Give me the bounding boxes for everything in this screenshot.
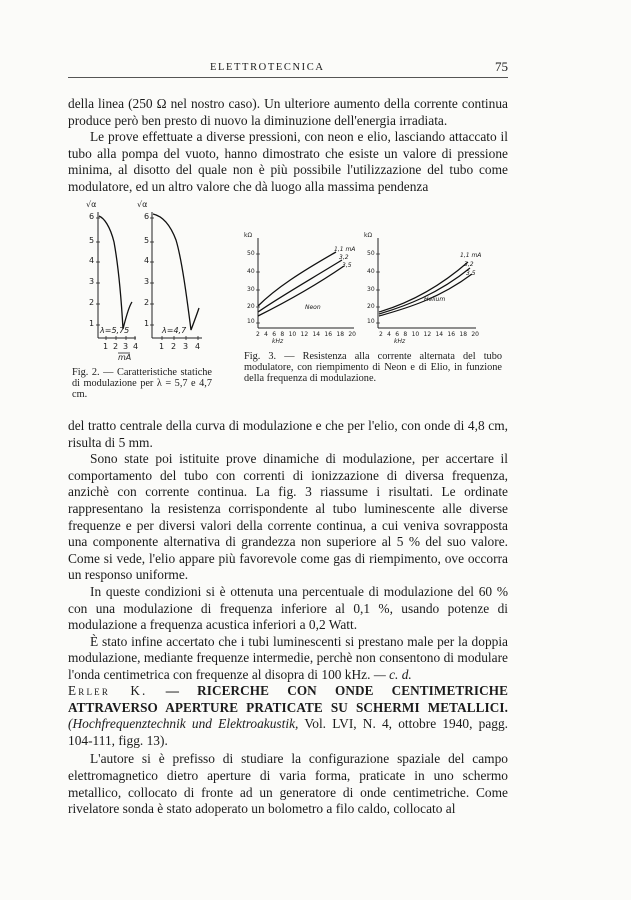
fig2-left-y-tick: 4 (89, 256, 95, 265)
fig3-neon-x-tick: 12 (300, 331, 309, 338)
fig3-helium-y-tick: 40 (367, 268, 375, 275)
fig3-helium-gas-label: Helium (424, 296, 446, 303)
fig2-left-x-tick: 1 (103, 342, 109, 351)
fig3-neon-series-label: 3,2 (339, 254, 349, 261)
fig2-right-y-tick: 4 (144, 256, 150, 265)
running-title: ELETTROTECNICA (210, 62, 325, 73)
section-title: — RICERCHE CON ONDE CENTIMETRICHE ATTRAVERSO APERTURE PRATICATE SU SCHERMI METALLICI. (68, 683, 508, 715)
fig2-right-lambda-label: λ=4,7 (162, 326, 187, 335)
paragraph-6-text: È stato infine accertato che i tubi luminescenti si prestano male per la doppia modulazione, mediante frequenze intermedie, perchè non consentono di modulare l'onda centimetrica con frequenze al disopra di 100 kHz. (68, 633, 508, 682)
fig2-right-y-tick: 3 (144, 277, 150, 286)
fig3-helium-series-label: 3,2 (464, 261, 474, 268)
fig2-right-x-tick: 4 (195, 342, 201, 351)
fig3-helium-series-label: 3,5 (466, 270, 476, 277)
section-author: Erler K. (68, 683, 148, 698)
fig2-left-y-tick: 3 (89, 277, 95, 286)
fig3-neon-y-tick: 50 (247, 250, 255, 257)
paragraph-6-signature: — c. d. (373, 666, 412, 682)
fig3-neon-x-tick: 14 (312, 331, 321, 338)
fig3-neon-x-ticks (256, 331, 356, 338)
paragraph-1: della linea (250 Ω nel nostro caso). Un ulteriore aumento della corrente continua produce però ben presto di nuovo la diminuzione dell'energia irradiata. (68, 96, 508, 128)
middle-text (68, 418, 508, 684)
fig3-helium-series-label: 1,1 mA (460, 252, 482, 259)
fig2-right-x-tick: 1 (159, 342, 165, 351)
fig3-neon-x-tick: 18 (336, 331, 345, 338)
fig2-left-y-tick: 6 (89, 212, 95, 221)
fig3-helium-x-unit: kHz (394, 338, 406, 345)
fig2-left-y-axis-label: √α (86, 200, 97, 209)
fig2-left-x-tick: 3 (123, 342, 129, 351)
fig3-neon-x-unit: kHz (272, 338, 284, 345)
paragraph-7: L'autore si è prefisso di studiare la configurazione spaziale del campo elettromagnetico dietro aperture di varia forma, praticate in uno schermo metallico, collocato di fronte ad un generatore di onde centimetriche. Come rivelatore sonda è stato adoperato un bolometro a filo caldo, collocato al (68, 751, 508, 817)
fig2-right-x-tick: 2 (171, 342, 177, 351)
paragraph-5: In queste condizioni si è ottenuta una percentuale di modulazione del 60 % con una modulazione di frequenza inferiore al 0,1 %, usando potenze di modulazione a frequenza acustica inferiori a 0,2 Watt. (68, 583, 508, 633)
fig3-helium-x-tick: 4 (387, 331, 391, 338)
fig3-neon-y-tick: 30 (247, 286, 255, 293)
section-journal: (Hochfrequenztechnik und Elektroakustik, (68, 716, 299, 732)
section-heading (68, 683, 508, 749)
fig2-right-y-tick: 6 (144, 212, 150, 221)
fig3-helium-x-tick: 10 (411, 331, 420, 338)
fig2-right-y-tick: 2 (144, 298, 150, 307)
fig2-x-unit-label: mA (118, 353, 132, 362)
fig3-helium-y-tick: 30 (367, 286, 375, 293)
fig3-neon-x-tick: 16 (324, 331, 333, 338)
fig2-right-y-tick: 1 (144, 319, 150, 328)
fig3-neon-y-tick: 20 (247, 303, 255, 310)
fig3-neon-y-unit: kΩ (244, 232, 253, 239)
fig3-neon-y-tick: 40 (247, 268, 255, 275)
fig3-neon-x-tick: 6 (272, 331, 277, 338)
fig2-right-y-tick: 5 (144, 236, 150, 245)
fig3-neon-y-tick: 10 (247, 318, 255, 325)
fig3-neon-gas-label: Neon (305, 304, 321, 311)
fig3-helium-x-tick: 20 (471, 331, 479, 338)
fig3-neon-x-tick: 2 (256, 331, 260, 338)
header-rule (68, 77, 508, 78)
figure-3-caption: Fig. 3. — Resistenza alla corrente alternata del tubo modulatore, con riempimento di Neon e di Elio, in funzione della frequenza di modulazione. (244, 351, 502, 384)
section-citation: Vol. LVI, N. 4, ottobre 1940, pagg. 104-111, figg. 13). (68, 716, 508, 748)
fig3-helium-y-tick: 20 (367, 303, 375, 310)
fig3-neon-x-tick: 10 (288, 331, 297, 338)
fig3-neon-series-label: 1,1 mA (334, 246, 356, 253)
fig3-helium-y-tick: 10 (367, 318, 375, 325)
fig3-helium-x-tick: 16 (447, 331, 456, 338)
fig3-helium-x-tick: 18 (459, 331, 468, 338)
fig2-left-y-tick: 1 (89, 319, 95, 328)
figure-2-caption: Fig. 2. — Caratteristiche statiche di modulazione per λ = 5,7 e 4,7 cm. (72, 367, 212, 400)
fig3-helium-x-tick: 8 (403, 331, 408, 338)
paragraph-6 (68, 634, 508, 684)
fig3-helium-x-tick: 14 (435, 331, 444, 338)
fig2-left-lambda-label: λ=5,75 (100, 326, 130, 335)
fig2-left-x-tick: 2 (113, 342, 119, 351)
fig2-right-x-tick: 3 (183, 342, 189, 351)
fig3-helium-y-unit: kΩ (364, 232, 373, 239)
paragraph-3: del tratto centrale della curva di modulazione e che per l'elio, con onde di 4,8 cm, risulta di 5 mm. (68, 418, 508, 450)
fig2-left-y-tick: 5 (89, 236, 95, 245)
fig2-left-y-tick: 2 (89, 298, 95, 307)
fig3-helium-x-tick: 6 (395, 331, 400, 338)
paragraph-2: Le prove effettuate a diverse pressioni, con neon e elio, lasciando attaccato il tubo alla pompa del vuoto, hanno dimostrato che esiste un valore di pressione minima, al disotto del quale non è più possibile l'utilizzazione del tubo come modulatore, ed un altro valore che dà luogo alla massima pendenza (68, 129, 508, 194)
paragraph-4: Sono state poi istituite prove dinamiche di modulazione, per accertare il comportamento del tubo con correnti di ionizzazione di diversa frequenza, anzichè con corrente continua. La fig. 3 riassume i risultati. Le ordinate rappresentano la resistenza corrispondente al tubo luminescente alle diverse frequenze e per diversi valori della corrente continua, a cui veniva sovrapposta una componente alternativa di grandezza non superiore al 5 % del suo valore. Come si vede, l'elio appare più favorevole come gas di riempimento, ove occorra un responso uniforme. (68, 451, 508, 583)
fig3-neon-x-tick: 8 (280, 331, 285, 338)
fig3-neon-x-tick: 4 (264, 331, 268, 338)
fig3-helium-x-tick: 12 (423, 331, 432, 338)
fig3-helium-x-ticks (379, 331, 479, 338)
fig2-right-y-axis-label: √α (137, 200, 148, 209)
fig3-helium-y-tick: 50 (367, 250, 375, 257)
review-section (68, 683, 508, 818)
top-text (68, 96, 508, 196)
fig3-helium-x-tick: 2 (379, 331, 383, 338)
fig3-neon-x-tick: 20 (348, 331, 356, 338)
fig2-left-x-tick: 4 (133, 342, 139, 351)
page-number: 75 (495, 59, 508, 74)
fig3-neon-series-label: 3,5 (342, 262, 352, 269)
